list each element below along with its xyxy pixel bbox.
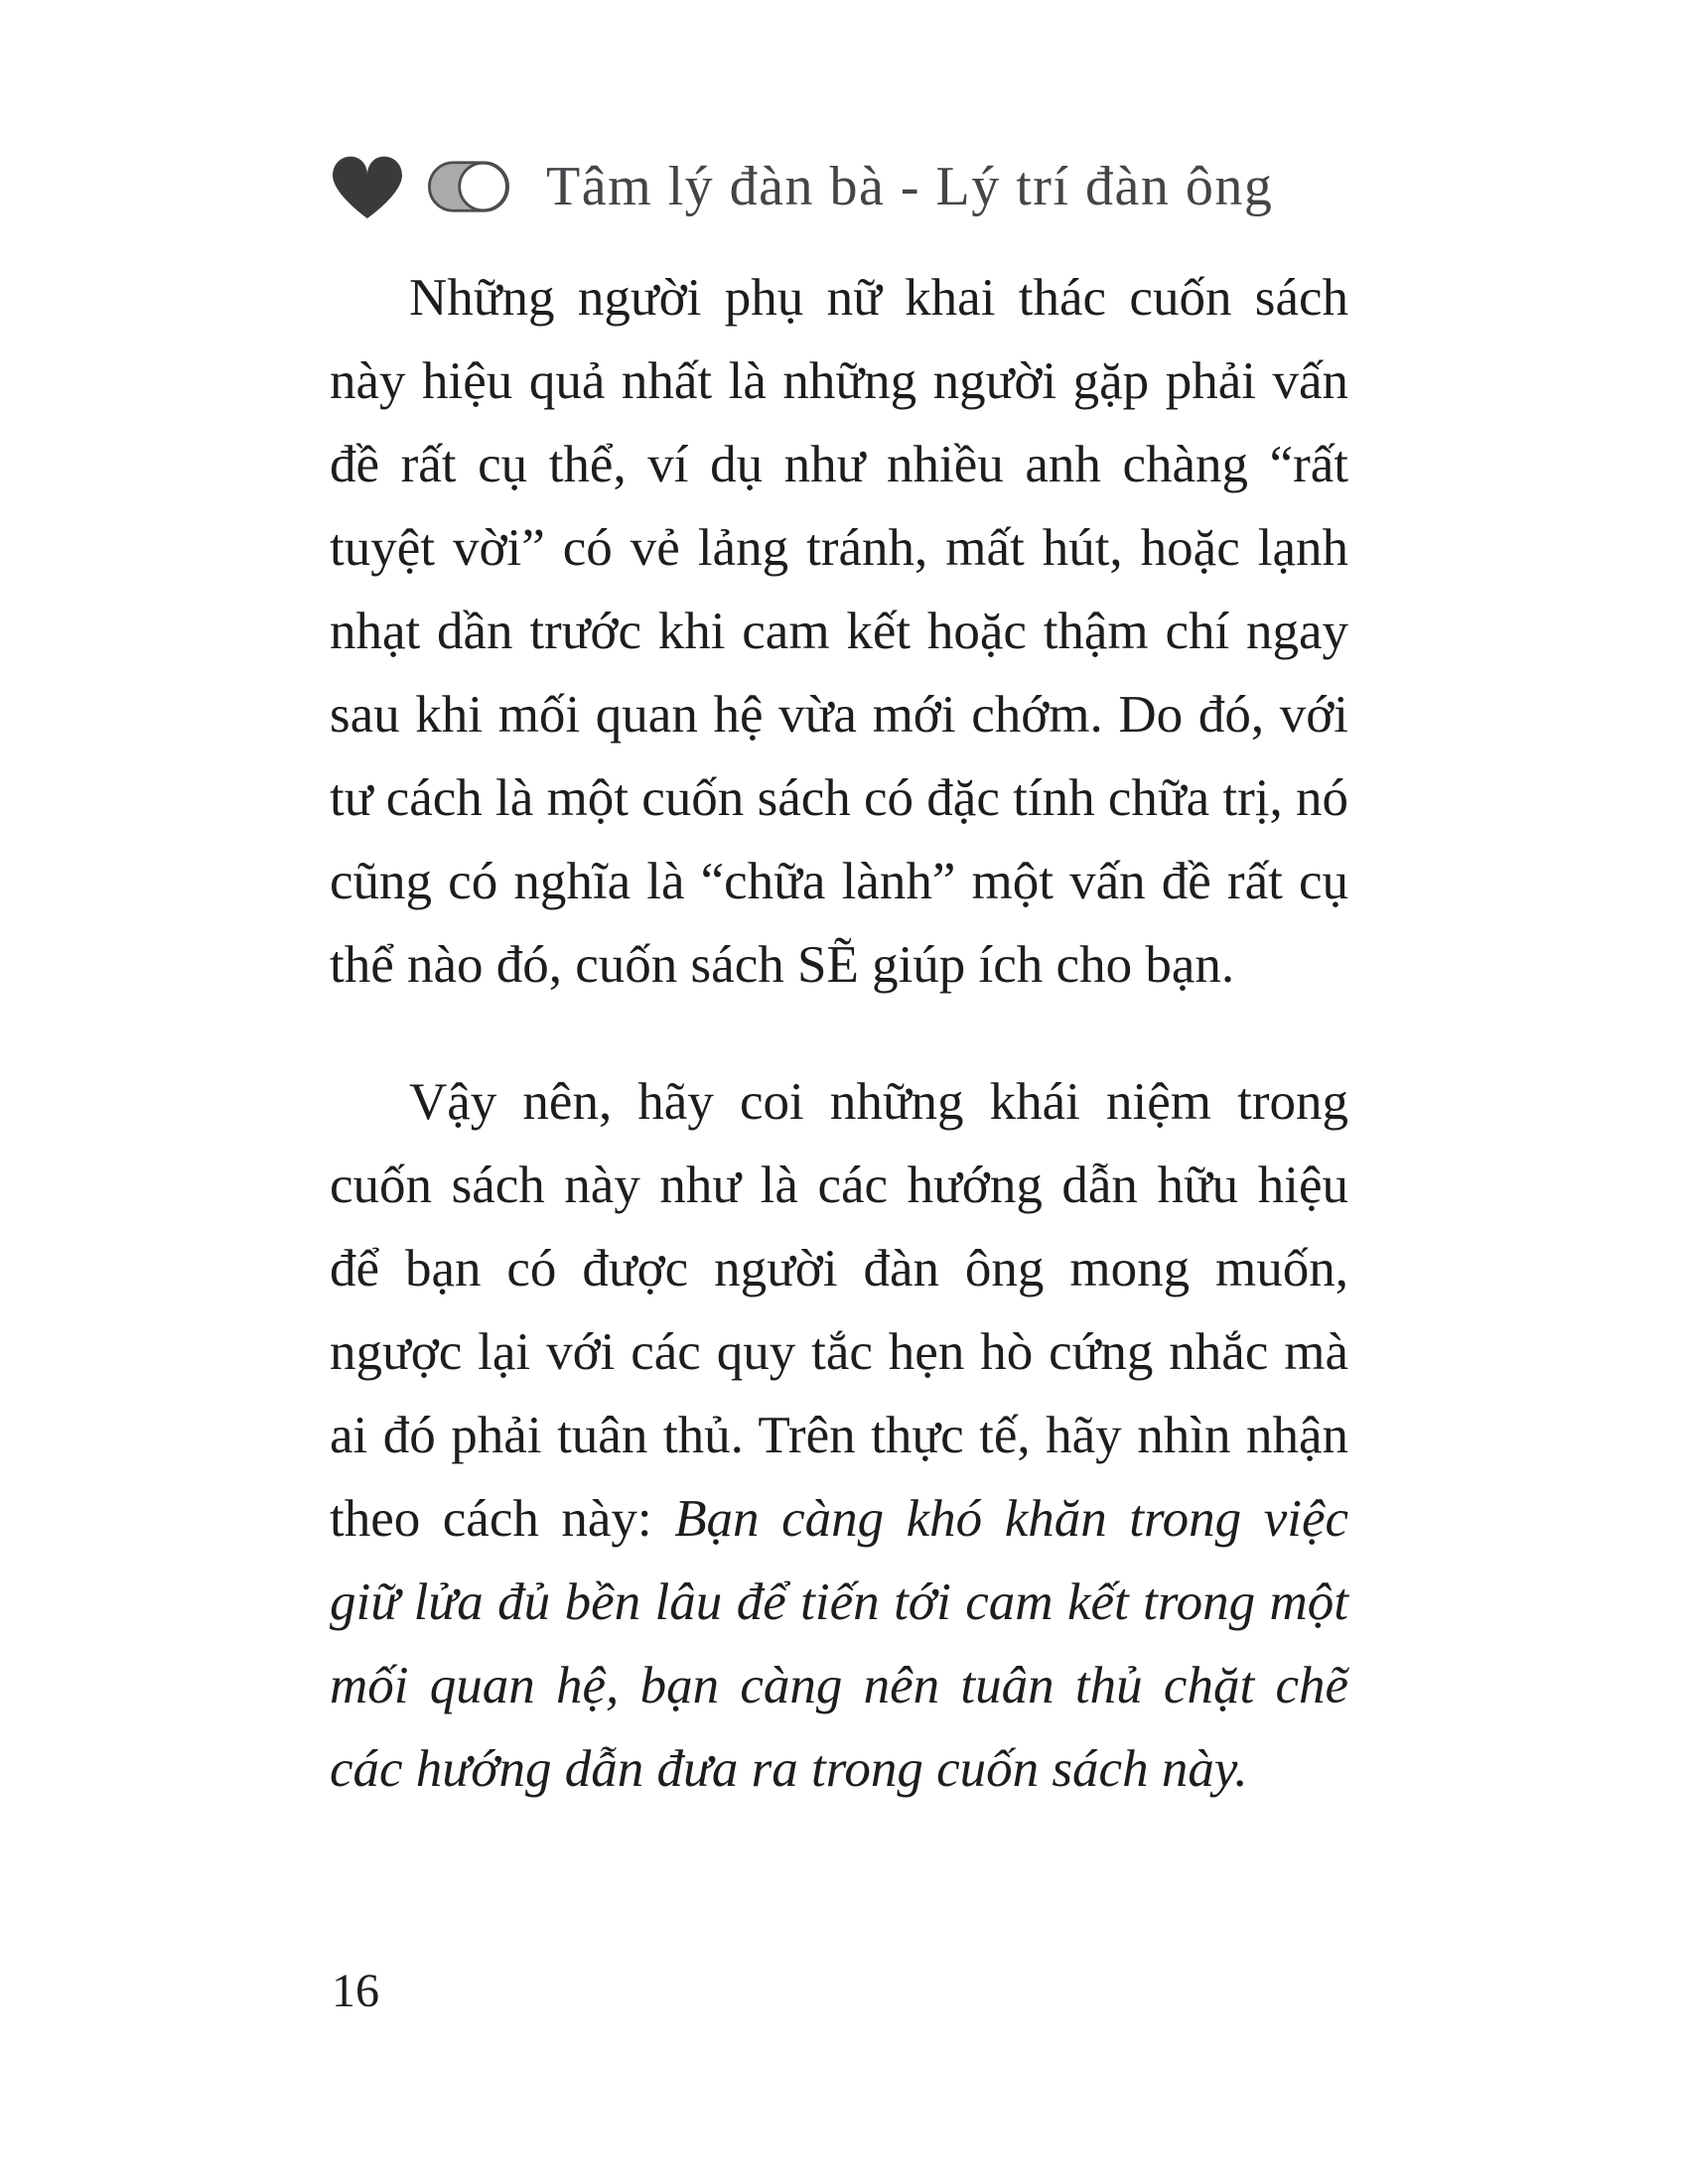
running-header [330, 145, 1273, 228]
paragraph-1: Những người phụ nữ khai thác cuốn sách này hiệu quả nhất là những người gặp phải vấn đề rất cụ thể, ví dụ như nhiều anh chàng “rất tuyệt vời” có vẻ lảng tránh, mất hút, hoặc lạnh nhạt dần trước khi cam kết hoặc thậm chí ngay sau khi mối quan hệ vừa mới chớm. Do đó, với tư cách là một cuốn sách có đặc tính chữa trị, nó cũng có nghĩa là “chữa lành” một vấn đề rất cụ thể nào đó, cuốn sách SẼ giúp ích cho bạn. [330, 269, 1348, 994]
toggle-knob [460, 163, 507, 210]
page-body-text [330, 256, 1348, 1811]
running-header-title: Tâm lý đàn bà - Lý trí đàn ông [546, 156, 1274, 217]
paragraph-2-italic-text: Bạn càng khó khăn trong việc giữ lửa đủ bền lâu để tiến tới cam kết trong một mối quan hệ, bạn càng nên tuân thủ chặt chẽ các hướng dẫn đưa ra trong cuốn sách này. [330, 1490, 1348, 1798]
paragraph-2-regular-text: Vậy nên, hãy coi những khái niệm trong cuốn sách này như là các hướng dẫn hữu hiệu để bạn có được người đàn ông mong muốn, ngược lại với các quy tắc hẹn hò cứng nhắc mà ai đó phải tuân thủ. Trên thực tế, hãy nhìn nhận theo cách này: [330, 1073, 1348, 1548]
toggle-on-icon [427, 160, 510, 213]
page-number: 16 [332, 1965, 379, 2017]
page-footer [332, 1964, 379, 2018]
heart-icon [330, 151, 405, 222]
paragraph-2 [330, 1060, 1348, 1811]
